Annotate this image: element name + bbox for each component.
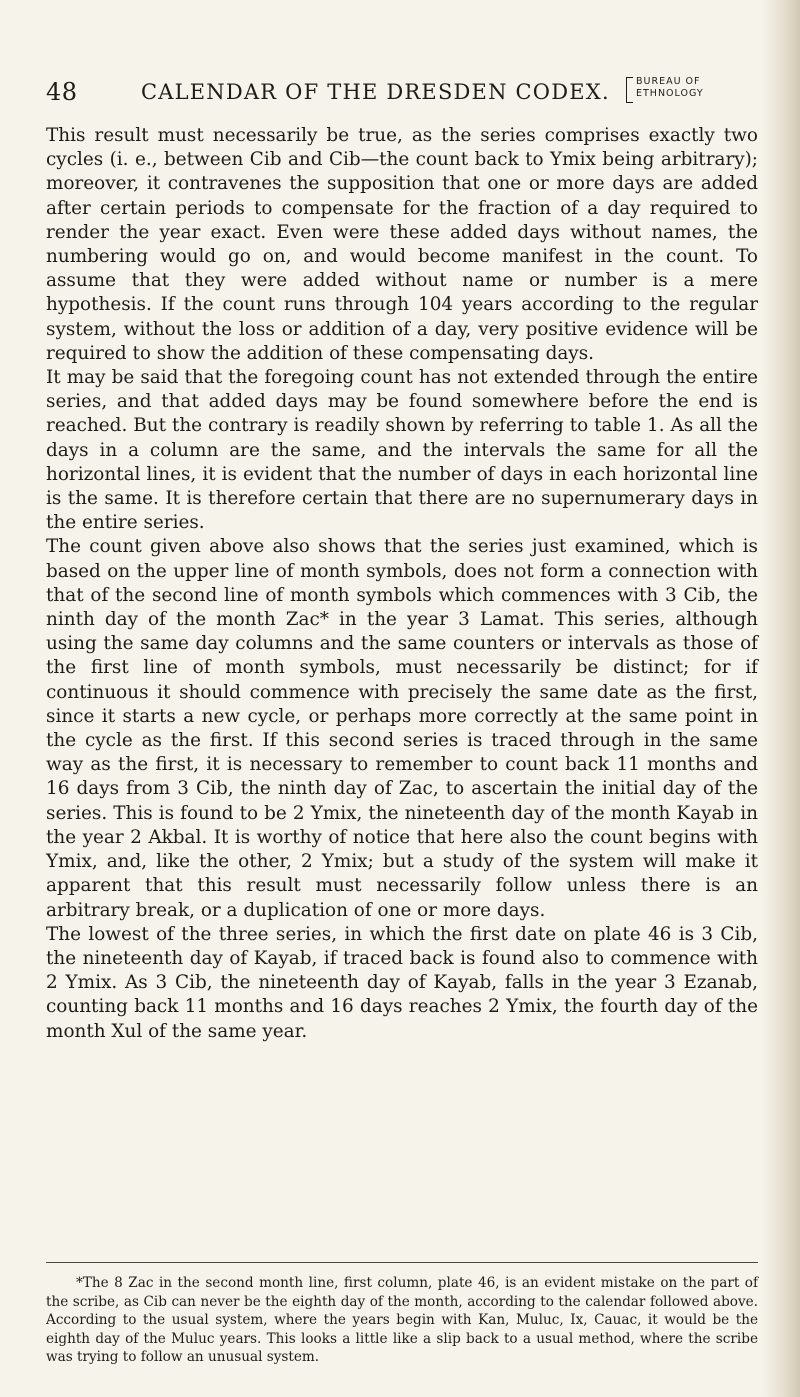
bureau-of-ethnology-mark (626, 76, 746, 106)
running-title: CALENDAR OF THE DRESDEN CODEX. (141, 80, 610, 104)
page-header (46, 74, 762, 110)
paragraph: The lowest of the three series, in which the first date on plate 46 is 3 Cib, the nineteenth day of Kayab, if traced back is found also to commence with 2 Ymix. As 3 Cib, the nineteenth day of Kayab, falls in the year 3 Ezanab, counting back 11 months and 16 days reaches 2 Ymix, the fourth day of the month Xul of the same year. (46, 923, 758, 1042)
footnote-divider (46, 1262, 758, 1263)
bracket-mark (626, 77, 633, 103)
paragraph: This result must necessarily be true, as the series comprises exactly two cycles (i. e., between Cib and Cib—the count back to Ymix being arbitrary); moreover, it contravenes the supposition that one or more days are added after certain periods to compensate for the fraction of a day required to render the year exact. Even were these added days without names, the numbering would go on, and would become manifest in the count. To assume that they were added without name or number is a mere hypothesis. If the count runs through 104 years according to the regular system, without the loss or addition of a day, very positive evidence will be required to show the addition of these compensating days. (46, 125, 758, 364)
bureau-mark-line-1: BUREAU OF (636, 76, 701, 87)
footnote-text: *The 8 Zac in the second month line, first column, plate 46, is an evident mistake on the part of the scribe, as Cib can never be the eighth day of the month, according to the calendar followed above. According to the usual system, where the years begin with Kan, Muluc, Ix, Cauac, it would be the eighth day of the Muluc years. This looks a little like a slip back to a usual method, where the scribe was trying to follow an unusual system. (46, 1275, 758, 1366)
footnote (46, 1274, 758, 1367)
bureau-mark-line-2: ETHNOLOGY (636, 88, 704, 99)
paragraph: It may be said that the foregoing count has not extended through the entire series, and that added days may be found somewhere before the end is reached. But the contrary is readily shown by referring to table 1. As all the days in a column are the same, and the intervals the same for all the horizontal lines, it is evident that the number of days in each horizontal line is the same. It is therefore certain that there are no supernumerary days in the entire series. (46, 367, 758, 534)
page-edge-shadow (762, 0, 800, 1397)
paragraph: The count given above also shows that the series just examined, which is based on the upper line of month symbols, does not form a connection with that of the second line of month symbols which commences with 3 Cib, the ninth day of the month Zac* in the year 3 Lamat. This series, although using the same day columns and the same counters or intervals as those of the first line of month symbols, must necessarily be distinct; for if continuous it should commence with precisely the same date as the first, since it starts a new cycle, or perhaps more correctly at the same point in the cycle as the first. If this second series is traced through in the same way as the first, it is necessary to remember to count back 11 months and 16 days from 3 Cib, the ninth day of Zac, to ascertain the initial day of the series. This is found to be 2 Ymix, the nineteenth day of the month Kayab in the year 2 Akbal. It is worthy of notice that here also the count begins with Ymix, and, like the other, 2 Ymix; but a study of the system will make it apparent that this result must necessarily follow unless there is an arbitrary break, or a duplication of one or more days. (46, 536, 758, 921)
body-text (46, 124, 758, 1044)
page-number: 48 (46, 78, 78, 106)
